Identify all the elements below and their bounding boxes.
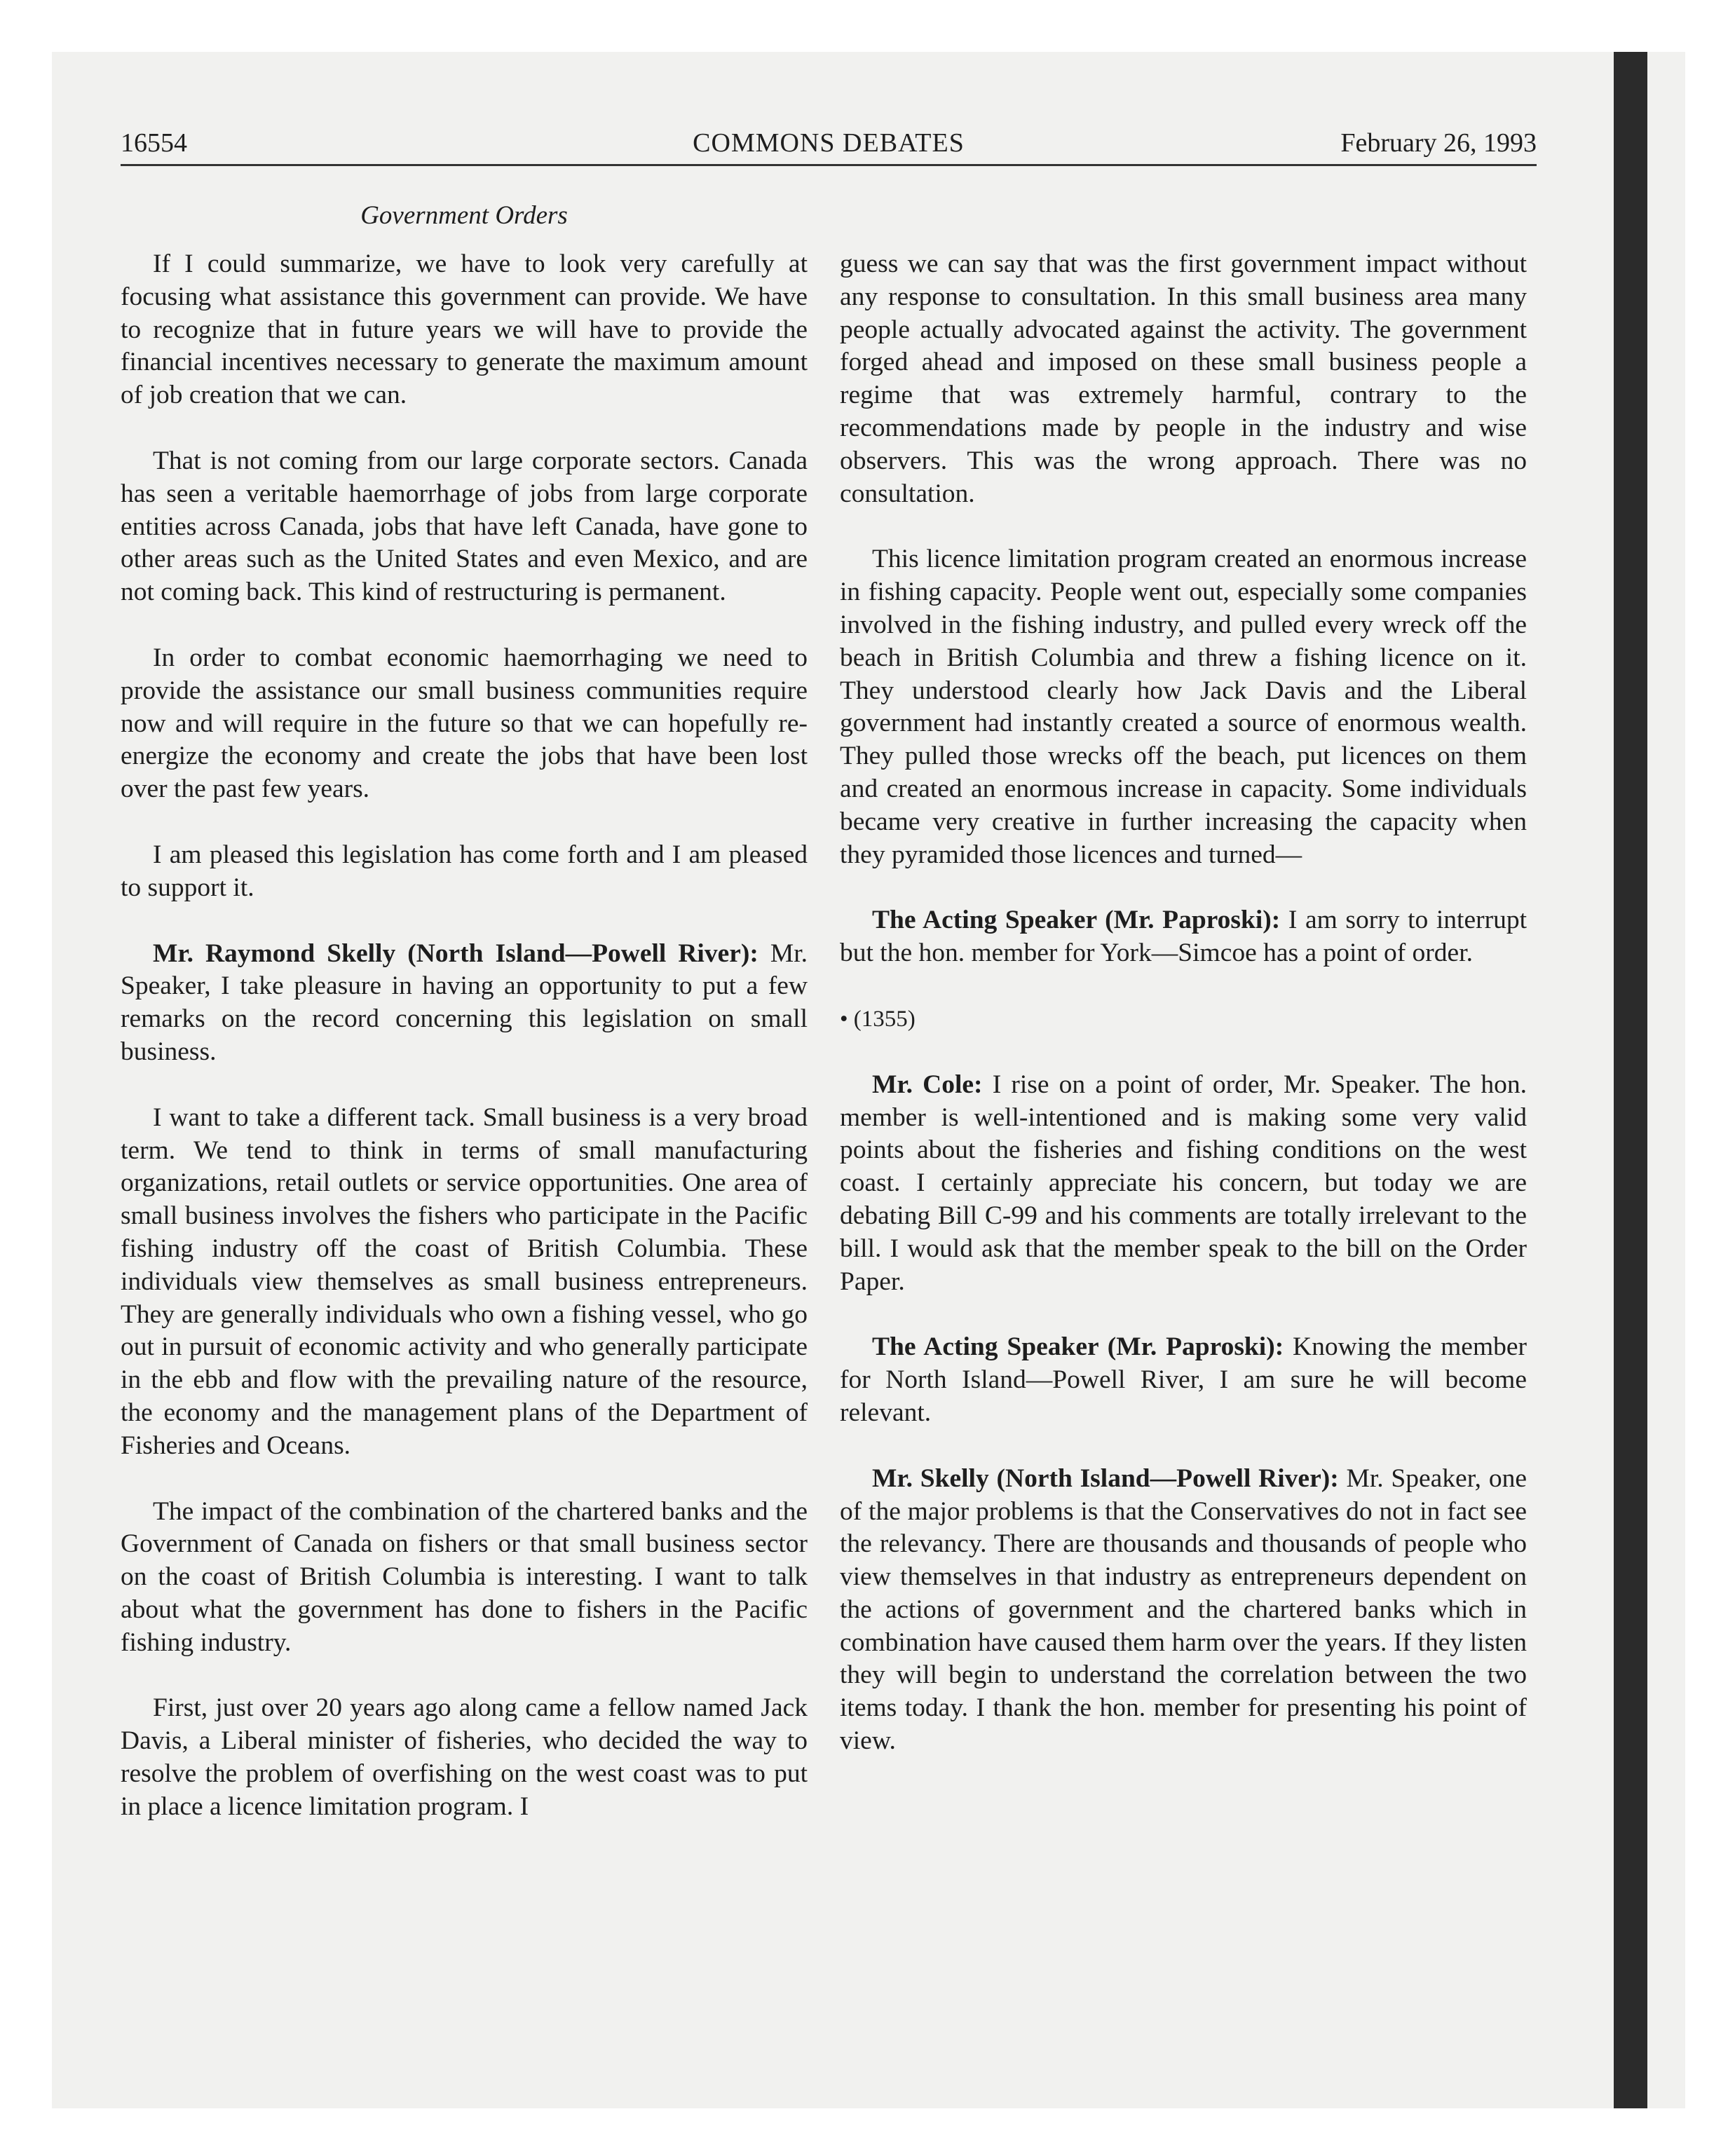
- header-rule: [121, 164, 1537, 166]
- paragraph: I want to take a different tack. Small business is a very broad term. We tend to think in terms of small manufacturing organizations, retail outlets or service opportunities. One area of small business involves the fishers who participate in the Pacific fishing industry off the coast of British Columbia. These individuals view themselves as small business entrepreneurs. They are generally individuals who own a fishing vessel, who go out in pursuit of economic activity and who generally participate in the ebb and flow with the prevailing nature of the resource, the economy and the management plans of the Department of Fisheries and Oceans.: [121, 1103, 808, 1460]
- paragraph: First, just over 20 years ago along came a fellow named Jack Davis, a Liberal minister of fisheries, who decided the way to resolve the problem of overfishing on the west coast was to put in place a licence limitation program. I: [121, 1693, 808, 1821]
- paragraph: The impact of the combination of the chartered banks and the Government of Canada on fishers or that small business sector on the coast of British Columbia is interesting. I want to talk about what the government has done to fishers in the Pacific fishing industry.: [121, 1496, 808, 1657]
- speech-paragraph: The Acting Speaker (Mr. Paproski): I am sorry to interrupt but the hon. member for York—Simcoe has a point of order.: [840, 906, 1527, 968]
- binding-edge: [1614, 52, 1647, 2108]
- speech-paragraph: Mr. Raymond Skelly (North Island—Powell River): Mr. Speaker, I take pleasure in having an opportunity to put a few remarks on the record concerning this legislation on small business.: [121, 939, 808, 1066]
- journal-title: COMMONS DEBATES: [693, 128, 965, 158]
- page-header: [121, 125, 1537, 161]
- paragraph: guess we can say that was the first government impact without any response to consultation. In this small business area many people actually advocated against the activity. The government forged ahead and imposed on these small business people a regime that was extremely harmful, contrary to the recommendations made by people in the industry and wise observers. This was the wrong approach. There was no consultation.: [840, 250, 1527, 508]
- speaker-name: The Acting Speaker (Mr. Paproski):: [872, 1332, 1284, 1362]
- speech-paragraph: Mr. Cole: I rise on a point of order, Mr. Speaker. The hon. member is well-intentioned and is making some very valid points about the fisheries and fishing conditions on the west coast. I certainly appreciate his concern, but today we are debating Bill C-99 and his comments are totally irrelevant to the bill. I would ask that the member speak to the bill on the Order Paper.: [840, 1070, 1527, 1296]
- paragraph: I am pleased this legislation has come forth and I am pleased to support it.: [121, 840, 808, 902]
- speech-paragraph: Mr. Skelly (North Island—Powell River): Mr. Speaker, one of the major problems is that the Conservatives do not in fact see the relevancy. There are thousands and thousands of people who view themselves in that industry as entrepreneurs dependent on the actions of government and the chartered banks which in combination have caused them harm over the years. If they listen they will begin to understand the correlation between the two items today. I thank the hon. member for presenting his point of view.: [840, 1464, 1527, 1756]
- speech-paragraph: The Acting Speaker (Mr. Paproski): Knowing the member for North Island—Powell River, I am sure he will become relevant.: [840, 1332, 1527, 1427]
- paragraph: This licence limitation program created an enormous increase in fishing capacity. People went out, especially some companies involved in the fishing industry, and pulled every wreck off the beach in British Columbia and threw a fishing licence on it. They understood clearly how Jack Davis and the Liberal government had instantly created a source of enormous wealth. They pulled those wrecks off the beach, put licences on them and created an enormous increase in capacity. Some individuals became very creative in further increasing the capacity when they pyramided those licences and turned—: [840, 545, 1527, 869]
- paragraph: If I could summarize, we have to look very carefully at focusing what assistance this government can provide. We have to recognize that in future years we will have to provide the financial incentives necessary to generate the maximum amount of job creation that we can.: [121, 250, 808, 410]
- section-title: Government Orders: [360, 201, 568, 230]
- speaker-name: Mr. Cole:: [872, 1070, 983, 1099]
- speaker-name: Mr. Skelly (North Island—Powell River):: [872, 1464, 1339, 1493]
- speaker-name: Mr. Raymond Skelly (North Island—Powell River):: [153, 939, 758, 968]
- speaker-name: The Acting Speaker (Mr. Paproski):: [872, 906, 1281, 935]
- issue-date: February 26, 1993: [1340, 128, 1537, 158]
- paragraph: That is not coming from our large corporate sectors. Canada has seen a veritable haemorrhage of jobs from large corporate entities across Canada, jobs that have left Canada, have gone to other areas such as the United States and even Mexico, and are not coming back. This kind of restructuring is permanent.: [121, 446, 808, 607]
- right-column: [840, 248, 1527, 1791]
- page-number: 16554: [121, 128, 187, 158]
- left-column: [121, 248, 808, 1857]
- timestamp: • (1355): [840, 1006, 916, 1032]
- paragraph: In order to combat economic haemorrhaging we need to provide the assistance our small business communities require now and will require in the future so that we can hopefully re-energize the economy and create the jobs that have been lost over the past few years.: [121, 643, 808, 804]
